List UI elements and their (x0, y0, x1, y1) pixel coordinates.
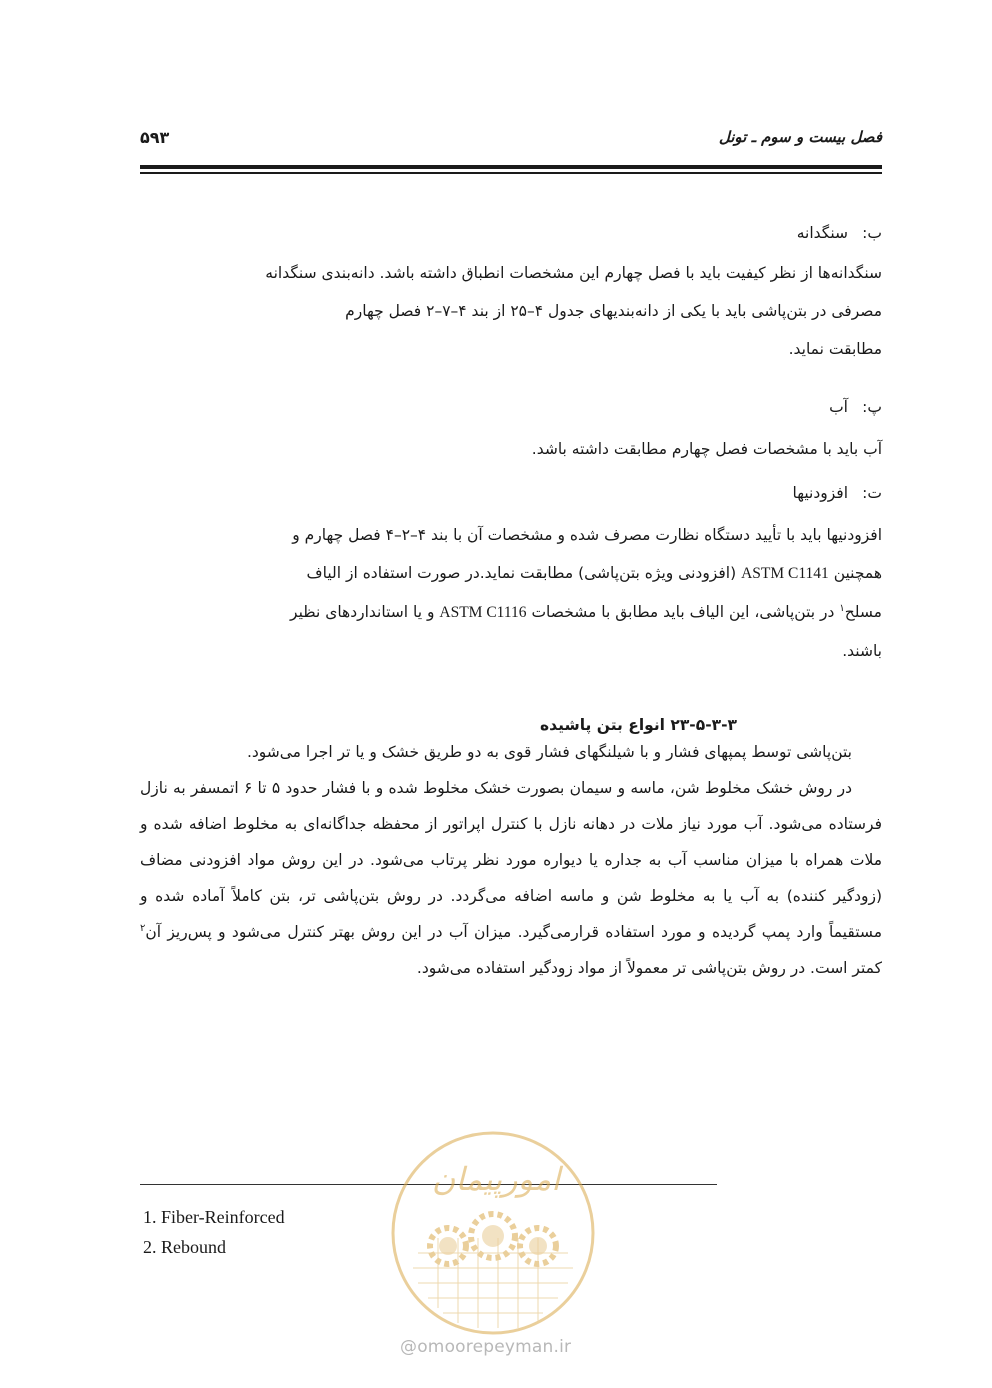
item-heading-aggregate (797, 218, 882, 248)
item-title: سنگدانه (796, 224, 848, 242)
page-number: ۵۹۳ (140, 128, 170, 147)
footnote: 2. Rebound (143, 1237, 226, 1257)
paragraph: بتن‌پاشی توسط پمپهای فشار و با شیلنگهای فشار قوی به دو طریق خشک و یا تر اجرا می‌شود. (246, 743, 852, 761)
header-rule-thick (140, 165, 882, 169)
header-rule-thin (140, 172, 882, 174)
page-header (140, 122, 882, 152)
at-icon: @ (400, 1337, 418, 1357)
body-line: مطابقت نماید. (788, 340, 882, 358)
item-heading-admixtures (792, 478, 882, 508)
item-letter: ت: (862, 484, 882, 502)
item-body-aggregate (140, 254, 882, 368)
body-line: سنگدانه‌ها از نظر کیفیت باید با فصل چهارم این مشخصات انطباق داشته باشد. دانه‌بندی سنگدانه (265, 264, 882, 282)
item-body-admixtures (140, 516, 882, 670)
section-body (140, 734, 882, 986)
body-line: مصرفی در بتن‌پاشی باید با یکی از دانه‌بندیهای جدول ۴–۲۵ از بند ۴–۷–۲ فصل چهارم (345, 302, 882, 320)
item-letter: پ: (862, 398, 882, 416)
item-heading-water (829, 392, 882, 422)
text-run: در بتن‌پاشی، این الیاف باید مطابق با مشخصات (531, 603, 835, 621)
body-line: آب باید با مشخصات فصل چهارم مطابقت داشته باشد. (531, 440, 882, 458)
standard-code: ASTM C1116 (439, 604, 527, 621)
watermark-url-text: omoorepeyman.ir (417, 1337, 572, 1357)
item-title: افزودنیها (792, 484, 848, 502)
body-line: باشند. (842, 642, 882, 660)
item-body-water (140, 430, 882, 468)
watermark-url (400, 1337, 571, 1357)
footnote-marker: ۲ (140, 922, 146, 934)
text-run: همچنین (833, 564, 882, 582)
text-run: (افزودنی ویژه بتن‌پاشی) مطابقت نماید.در صورت استفاده از الیاف (306, 564, 737, 582)
footnote-marker: ۱ (839, 602, 845, 614)
section-heading: ۲۳-۵-۳-۳ انواع بتن پاشیده (540, 716, 737, 734)
item-letter: ب: (862, 224, 882, 242)
text-run: مسلح (844, 603, 882, 621)
paragraph (140, 770, 882, 986)
standard-code: ASTM C1141 (741, 565, 829, 582)
text-run: و یا استانداردهای نظیر (290, 603, 435, 621)
chapter-title: فصل بیست و سوم ـ تونل (718, 128, 882, 146)
footnote: 1. Fiber-Reinforced (143, 1207, 285, 1227)
item-title: آب (829, 398, 848, 416)
text-run: کمتر است. در روش بتن‌پاشی تر معمولاً از مواد زودگیر استفاده می‌شود. (416, 959, 882, 977)
watermark-logo (388, 1128, 598, 1338)
watermark-logo-text: امورپیمان (431, 1160, 561, 1198)
body-line (140, 593, 882, 632)
text-run: در روش خشک مخلوط شن، ماسه و سیمان بصورت خشک مخلوط شده و با فشار حدود ۵ تا ۶ اتمسفر به نازل فرستاده می‌شود. آب مورد نیاز ملات در دهانه نازل با کنترل اپراتور از محفظه جداگانه‌ای به مخلوط اضافه شده و ملات همراه با میزان مناسب آب به جداره یا دیواره مورد نظر پرتاب می‌شود. در این روش مواد افزودنی مضاف (زودگیر کننده) به آب یا به مخلوط شن و ماسه اضافه می‌گردد. در روش بتن‌پاشی تر، بتن کاملاً آماده شده و مستقیماً وارد پمپ گردیده و مورد استفاده قرارمی‌گیرد. میزان آب در این روش بهتر کنترل می‌شود و پس‌ریز آن (140, 779, 882, 941)
body-line: افزودنیها باید با تأیید دستگاه نظارت مصرف شده و مشخصات آن با بند ۴–۲–۴ فصل چهارم و (292, 526, 882, 544)
body-line (140, 554, 882, 593)
footnotes (143, 1202, 285, 1262)
